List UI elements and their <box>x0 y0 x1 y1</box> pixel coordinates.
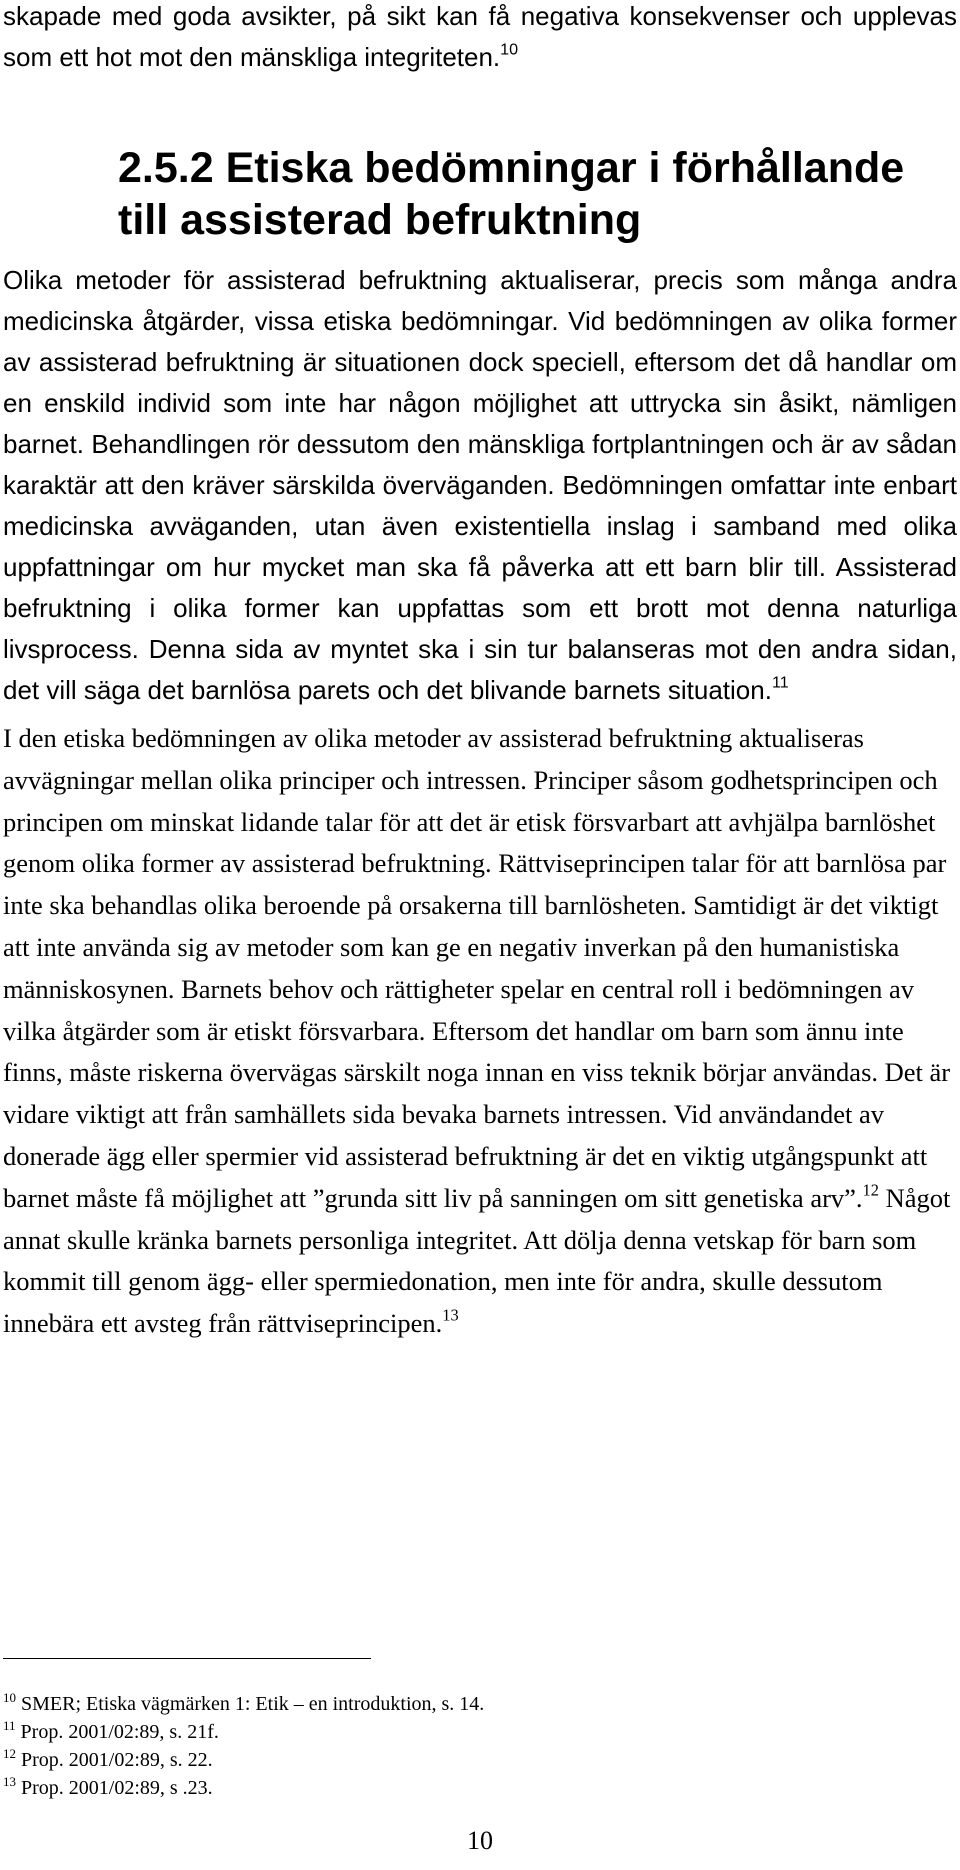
footnote-item <box>3 1690 903 1718</box>
footnote-ref-11: 11 <box>771 673 789 692</box>
footnote-list <box>3 1690 903 1802</box>
footnote-number: 13 <box>3 1774 16 1789</box>
body-paragraph-1 <box>3 260 957 711</box>
paragraph-1-text: Olika metoder för assisterad befruktning aktualiserar, precis som många andra medicinska åtgärder, vissa etiska bedömningar. Vid bedömningen av olika former av assisterad befruktning är situationen dock speciell, eftersom det då handlar om en enskild individ som inte har någon möjlighet att uttrycka sin åsikt, nämligen barnet. Behandlingen rör dessutom den mänskliga fortplantningen och är av sådan karaktär att den kräver särskilda överväganden. Bedömningen omfattar inte enbart medicinska avväganden, utan även existentiella inslag i samband med olika uppfattningar om hur mycket man ska få påverka att ett barn blir till. Assisterad befruktning i olika former kan uppfattas som ett brott mot denna naturliga livsprocess. Denna sida av myntet ska i sin tur balanseras mot den andra sidan, det vill säga det barnlösa parets och det blivande barnets situation. <box>3 265 957 705</box>
body-paragraph-2 <box>3 718 957 1345</box>
paragraph-2-text-a: I den etiska bedömningen av olika metoder av assisterad befruktning aktualiseras avvägningar mellan olika principer och intressen. Principer såsom godhetsprincipen och principen om minskat lidande talar för att det är etisk försvarbart att avhjälpa barnlöshet genom olika former av assisterad befruktning. Rättviseprincipen talar för att barnlösa par inte ska behandlas olika beroende på orsakerna till barnlösheten. Samtidigt är det viktigt att inte använda sig av metoder som kan ge en negativ inverkan på den humanistiska människosynen. Barnets behov och rättigheter spelar en central roll i bedömningen av vilka åtgärder som är etiskt försvarbara. Eftersom det handlar om barn som ännu inte finns, måste riskerna övervägas särskilt noga innan en viss teknik börjar användas. Det är vidare viktigt att från samhällets sida bevaka barnets intressen. Vid användandet av donerade ägg eller spermier vid assisterad befruktning är det en viktig utgångspunkt att barnet måste få möjlighet att ”grunda sitt liv på sanningen om sitt genetiska arv”. <box>3 723 951 1213</box>
footnote-number: 12 <box>3 1746 16 1761</box>
footnote-ref-10: 10 <box>500 40 519 59</box>
footnote-item <box>3 1774 903 1802</box>
footnote-number: 10 <box>3 1690 16 1705</box>
intro-paragraph <box>3 0 957 78</box>
section-heading: 2.5.2 Etiska bedömningar i förhållande till assisterad befruktning <box>118 144 905 244</box>
footnote-ref-12: 12 <box>862 1180 879 1200</box>
footnote-ref-13: 13 <box>442 1305 459 1325</box>
paragraph-2-text-b: Något annat skulle kränka barnets personliga integritet. Att dölja denna vetskap för barn som kommit till genom ägg- eller spermiedonation, men inte för andra, skulle dessutom innebära ett avsteg från rättviseprincipen. <box>3 1182 951 1339</box>
footnote-number: 11 <box>3 1718 16 1733</box>
footnote-text: Prop. 2001/02:89, s .23. <box>21 1777 213 1799</box>
page-number: 10 <box>467 1826 493 1855</box>
footnote-text: SMER; Etiska vägmärken 1: Etik – en introduktion, s. 14. <box>21 1693 485 1715</box>
footnote-item <box>3 1746 903 1774</box>
footnote-item <box>3 1718 903 1746</box>
footnote-separator <box>3 1658 371 1659</box>
intro-text: skapade med goda avsikter, på sikt kan få negativa konsekvenser och upplevas som ett hot mot den mänskliga integriteten. <box>3 1 957 72</box>
footnote-text: Prop. 2001/02:89, s. 22. <box>21 1749 213 1771</box>
footnote-text: Prop. 2001/02:89, s. 21f. <box>20 1721 219 1743</box>
